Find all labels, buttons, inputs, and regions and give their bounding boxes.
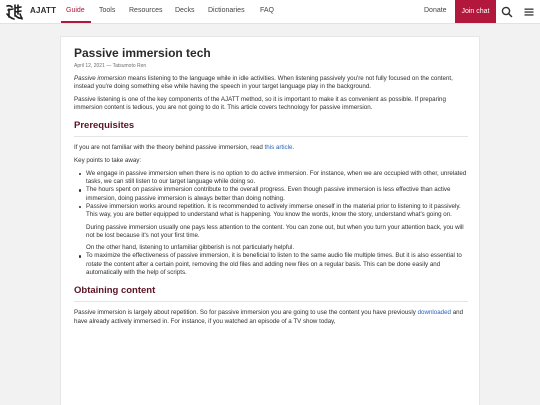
nav-resources[interactable]: Resources bbox=[129, 7, 163, 14]
top-navbar bbox=[0, 0, 540, 24]
hamburger-menu-icon[interactable] bbox=[522, 5, 536, 19]
active-tab-indicator bbox=[61, 21, 91, 23]
obtaining-content-heading: Obtaining content bbox=[74, 285, 156, 297]
bullet-text: Passive immersion works around repetition. It is recommended to actively immerse oneself in the material prior to listening to it passively. This way, you are better equipped to understand what is happening. You know the words, know the story, understand what's going on. bbox=[86, 202, 461, 219]
list-item bbox=[74, 252, 468, 277]
intro-paragraph-2: Passive listening is one of the key components of the AJATT method, so it is important to make it as convenient as possible. If preparing immersion content is tedious, you are not going to do it. This article covers technology for passive immersion. bbox=[74, 95, 446, 111]
join-chat-button[interactable]: Join chat bbox=[455, 0, 496, 23]
article-body bbox=[74, 45, 468, 326]
key-points-list bbox=[74, 170, 468, 278]
prerequisites-heading: Prerequisites bbox=[74, 120, 135, 132]
nav-tools[interactable]: Tools bbox=[99, 7, 116, 14]
bullet-text: the content after a certain point, removing the old files and adding new files on a regular basis. This can be done easily and automatically with the help of scripts. bbox=[86, 260, 441, 277]
section-divider bbox=[74, 136, 468, 137]
intro-term: Passive immersion bbox=[74, 75, 126, 82]
section-divider bbox=[74, 301, 468, 302]
obtain-text: Passive immersion is largely about repetition. So for passive immersion you are going to use the content you have previously bbox=[74, 309, 418, 317]
key-points-label: Key points to take away: bbox=[74, 157, 142, 165]
bullet-text: To maximize the effectiveness of passive immersion, it is beneficial to listen to the same audio file multiple times. But it is also essential to bbox=[86, 252, 462, 260]
brand-name[interactable]: AJATT bbox=[30, 6, 57, 15]
prereq-paragraph bbox=[74, 144, 468, 152]
article-author: Tatsumoto Ren bbox=[112, 63, 147, 69]
meta-separator: — bbox=[104, 63, 113, 69]
kanji-logo-icon[interactable] bbox=[4, 2, 24, 22]
intro-paragraph bbox=[74, 75, 468, 92]
intro-text: means listening to the language while in idle activities. When listening passively you're not fully focused on the content, instead you're doing something else while having the speech in your target language play in the background. bbox=[74, 75, 453, 91]
search-icon[interactable] bbox=[500, 5, 514, 19]
this-article-link[interactable]: this article bbox=[264, 144, 293, 152]
nested-paragraph: On the other hand, listening to unfamiliar gibberish is not particularly helpful. bbox=[86, 244, 295, 252]
article-title: Passive immersion tech bbox=[74, 46, 211, 60]
emphasis-rotate: rotate bbox=[86, 260, 102, 268]
article-date: April 12, 2021 bbox=[74, 63, 105, 69]
nav-guide[interactable]: Guide bbox=[66, 7, 85, 14]
nav-faq[interactable]: FAQ bbox=[260, 7, 275, 14]
prereq-period: . bbox=[292, 144, 295, 152]
prereq-text: If you are not familiar with the theory behind passive immersion, read bbox=[74, 144, 265, 152]
article-meta bbox=[74, 63, 468, 70]
list-item: The hours spent on passive immersion contribute to the overall progress. Even though passive immersion is less effective than active immersion, doing passive immersion is always better than doing nothing. bbox=[74, 186, 468, 203]
list-item bbox=[74, 203, 468, 252]
nav-dictionaries[interactable]: Dictionaries bbox=[208, 7, 245, 14]
article-card bbox=[60, 36, 480, 405]
list-item: We engage in passive immersion when there is no option to do active immersion. For instance, when we are occupied with other, unrelated tasks, we can still listen to our target language while doing so. bbox=[74, 170, 468, 187]
obtaining-paragraph bbox=[74, 309, 468, 326]
donate-link[interactable]: Donate bbox=[424, 7, 447, 14]
nested-paragraph: During passive immersion usually one pays less attention to the content. You can zone out, but when you turn your attention back, you will not be lost because it's not your first time. bbox=[86, 223, 464, 239]
obtain-text-rest: and have already actively immersed in. For instance, if you watched an episode of a TV show today, bbox=[74, 309, 464, 325]
downloaded-link[interactable]: downloaded bbox=[417, 309, 451, 317]
nav-decks[interactable]: Decks bbox=[175, 7, 195, 14]
